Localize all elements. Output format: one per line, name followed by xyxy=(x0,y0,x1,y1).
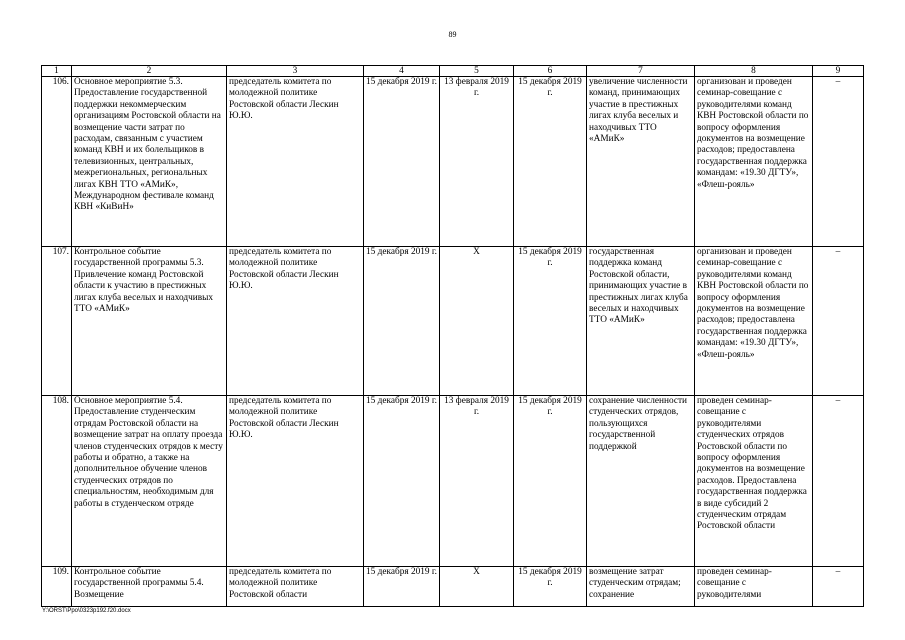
column-header-7: 7 xyxy=(587,66,695,77)
responsible-cell: председатель комитета по молодежной политике Ростовской области Лескин Ю.Ю. xyxy=(227,247,364,396)
expected-result-cell: возмещение затрат студенческим отрядам; сохранение xyxy=(587,567,695,607)
start-date-cell: Х xyxy=(440,567,514,607)
notes-cell: – xyxy=(813,247,864,396)
expected-result-cell: увеличение численности команд, принимающих участие в престижных лигах клуба веселых и находчивых ТТО «АМиК» xyxy=(587,77,695,247)
column-header-4: 4 xyxy=(364,66,440,77)
column-header-2: 2 xyxy=(72,66,227,77)
table-row xyxy=(42,567,864,607)
event-cell: Основное мероприятие 5.4. Предоставление студенческим отрядам Ростовской области на возмещение затрат на оплату проезда членов студенческих отрядов к месту работы и обратно, а также на дополнительное обучение членов студенческих отрядов по специальностям, необходимым для работы в студенческом отряде xyxy=(72,396,227,567)
report-table xyxy=(41,65,864,607)
row-number: 107. xyxy=(42,247,72,396)
start-date-cell: 13 февраля 2019 г. xyxy=(440,396,514,567)
table-row xyxy=(42,77,864,247)
start-date-cell: 13 февраля 2019 г. xyxy=(440,77,514,247)
actual-result-cell: проведен семинар-совещание с руководителями студенческих отрядов Ростовской области по вопросу оформления документов на возмещение расходов. Предоставлена государственная поддержка в виде субсидий 2 студенческим отрядам Ростовской области xyxy=(695,396,813,567)
actual-result-cell: проведен семинар-совещание с руководителями xyxy=(695,567,813,607)
file-path-footer: Y:\ORST\Ppo\0323p192.f20.docx xyxy=(42,608,131,614)
responsible-cell: председатель комитета по молодежной политике Ростовской области xyxy=(227,567,364,607)
plan-date-cell: 15 декабря 2019 г. xyxy=(364,247,440,396)
notes-cell: – xyxy=(813,77,864,247)
plan-date-cell: 15 декабря 2019 г. xyxy=(364,77,440,247)
actual-result-cell: организован и проведен семинар-совещание с руководителями команд КВН Ростовской области по вопросу оформления документов на возмещение расходов; предоставлена государственная поддержка командам: «19.30 ДГТУ», «Флеш-рояль» xyxy=(695,77,813,247)
responsible-cell: председатель комитета по молодежной политике Ростовской области Лескин Ю.Ю. xyxy=(227,396,364,567)
row-number: 106. xyxy=(42,77,72,247)
table-row xyxy=(42,247,864,396)
plan-date-cell: 15 декабря 2019 г. xyxy=(364,567,440,607)
column-header-5: 5 xyxy=(440,66,514,77)
notes-cell: – xyxy=(813,396,864,567)
responsible-cell: председатель комитета по молодежной политике Ростовской области Лескин Ю.Ю. xyxy=(227,77,364,247)
end-date-cell: 15 декабря 2019 г. xyxy=(514,396,587,567)
row-number: 109. xyxy=(42,567,72,607)
table-row xyxy=(42,396,864,567)
end-date-cell: 15 декабря 2019 г. xyxy=(514,247,587,396)
event-cell: Основное мероприятие 5.3. Предоставление государственной поддержки некоммерческим организациям Ростовской области на возмещение части затрат по расходам, связанным с участием команд КВН и их болельщиков в телевизионных, центральных, межрегиональных, региональных лигах КВН ТТО «АМиК», Международном фестивале команд КВН «КиВиН» xyxy=(72,77,227,247)
column-header-9: 9 xyxy=(813,66,864,77)
event-cell: Контрольное событие государственной программы 5.3. Привлечение команд Ростовской области к участию в престижных лигах клуба веселых и находчивых ТТО «АМиК» xyxy=(72,247,227,396)
expected-result-cell: сохранение численности студенческих отрядов, пользующихся государственной поддержкой xyxy=(587,396,695,567)
actual-result-cell: организован и проведен семинар-совещание с руководителями команд КВН Ростовской области по вопросу оформления документов на возмещение расходов; предоставлена государственная поддержка командам: «19.30 ДГТУ», «Флеш-рояль» xyxy=(695,247,813,396)
column-header-1: 1 xyxy=(42,66,72,77)
plan-date-cell: 15 декабря 2019 г. xyxy=(364,396,440,567)
column-header-8: 8 xyxy=(695,66,813,77)
expected-result-cell: государственная поддержка команд Ростовской области, принимающих участие в престижных лигах клуба веселых и находчивых ТТО «АМиК» xyxy=(587,247,695,396)
column-header-3: 3 xyxy=(227,66,364,77)
notes-cell: – xyxy=(813,567,864,607)
page-number: 89 xyxy=(448,30,457,39)
end-date-cell: 15 декабря 2019 г. xyxy=(514,567,587,607)
column-header-row xyxy=(42,66,864,77)
event-cell: Контрольное событие государственной программы 5.4. Возмещение xyxy=(72,567,227,607)
row-number: 108. xyxy=(42,396,72,567)
column-header-6: 6 xyxy=(514,66,587,77)
start-date-cell: Х xyxy=(440,247,514,396)
end-date-cell: 15 декабря 2019 г. xyxy=(514,77,587,247)
